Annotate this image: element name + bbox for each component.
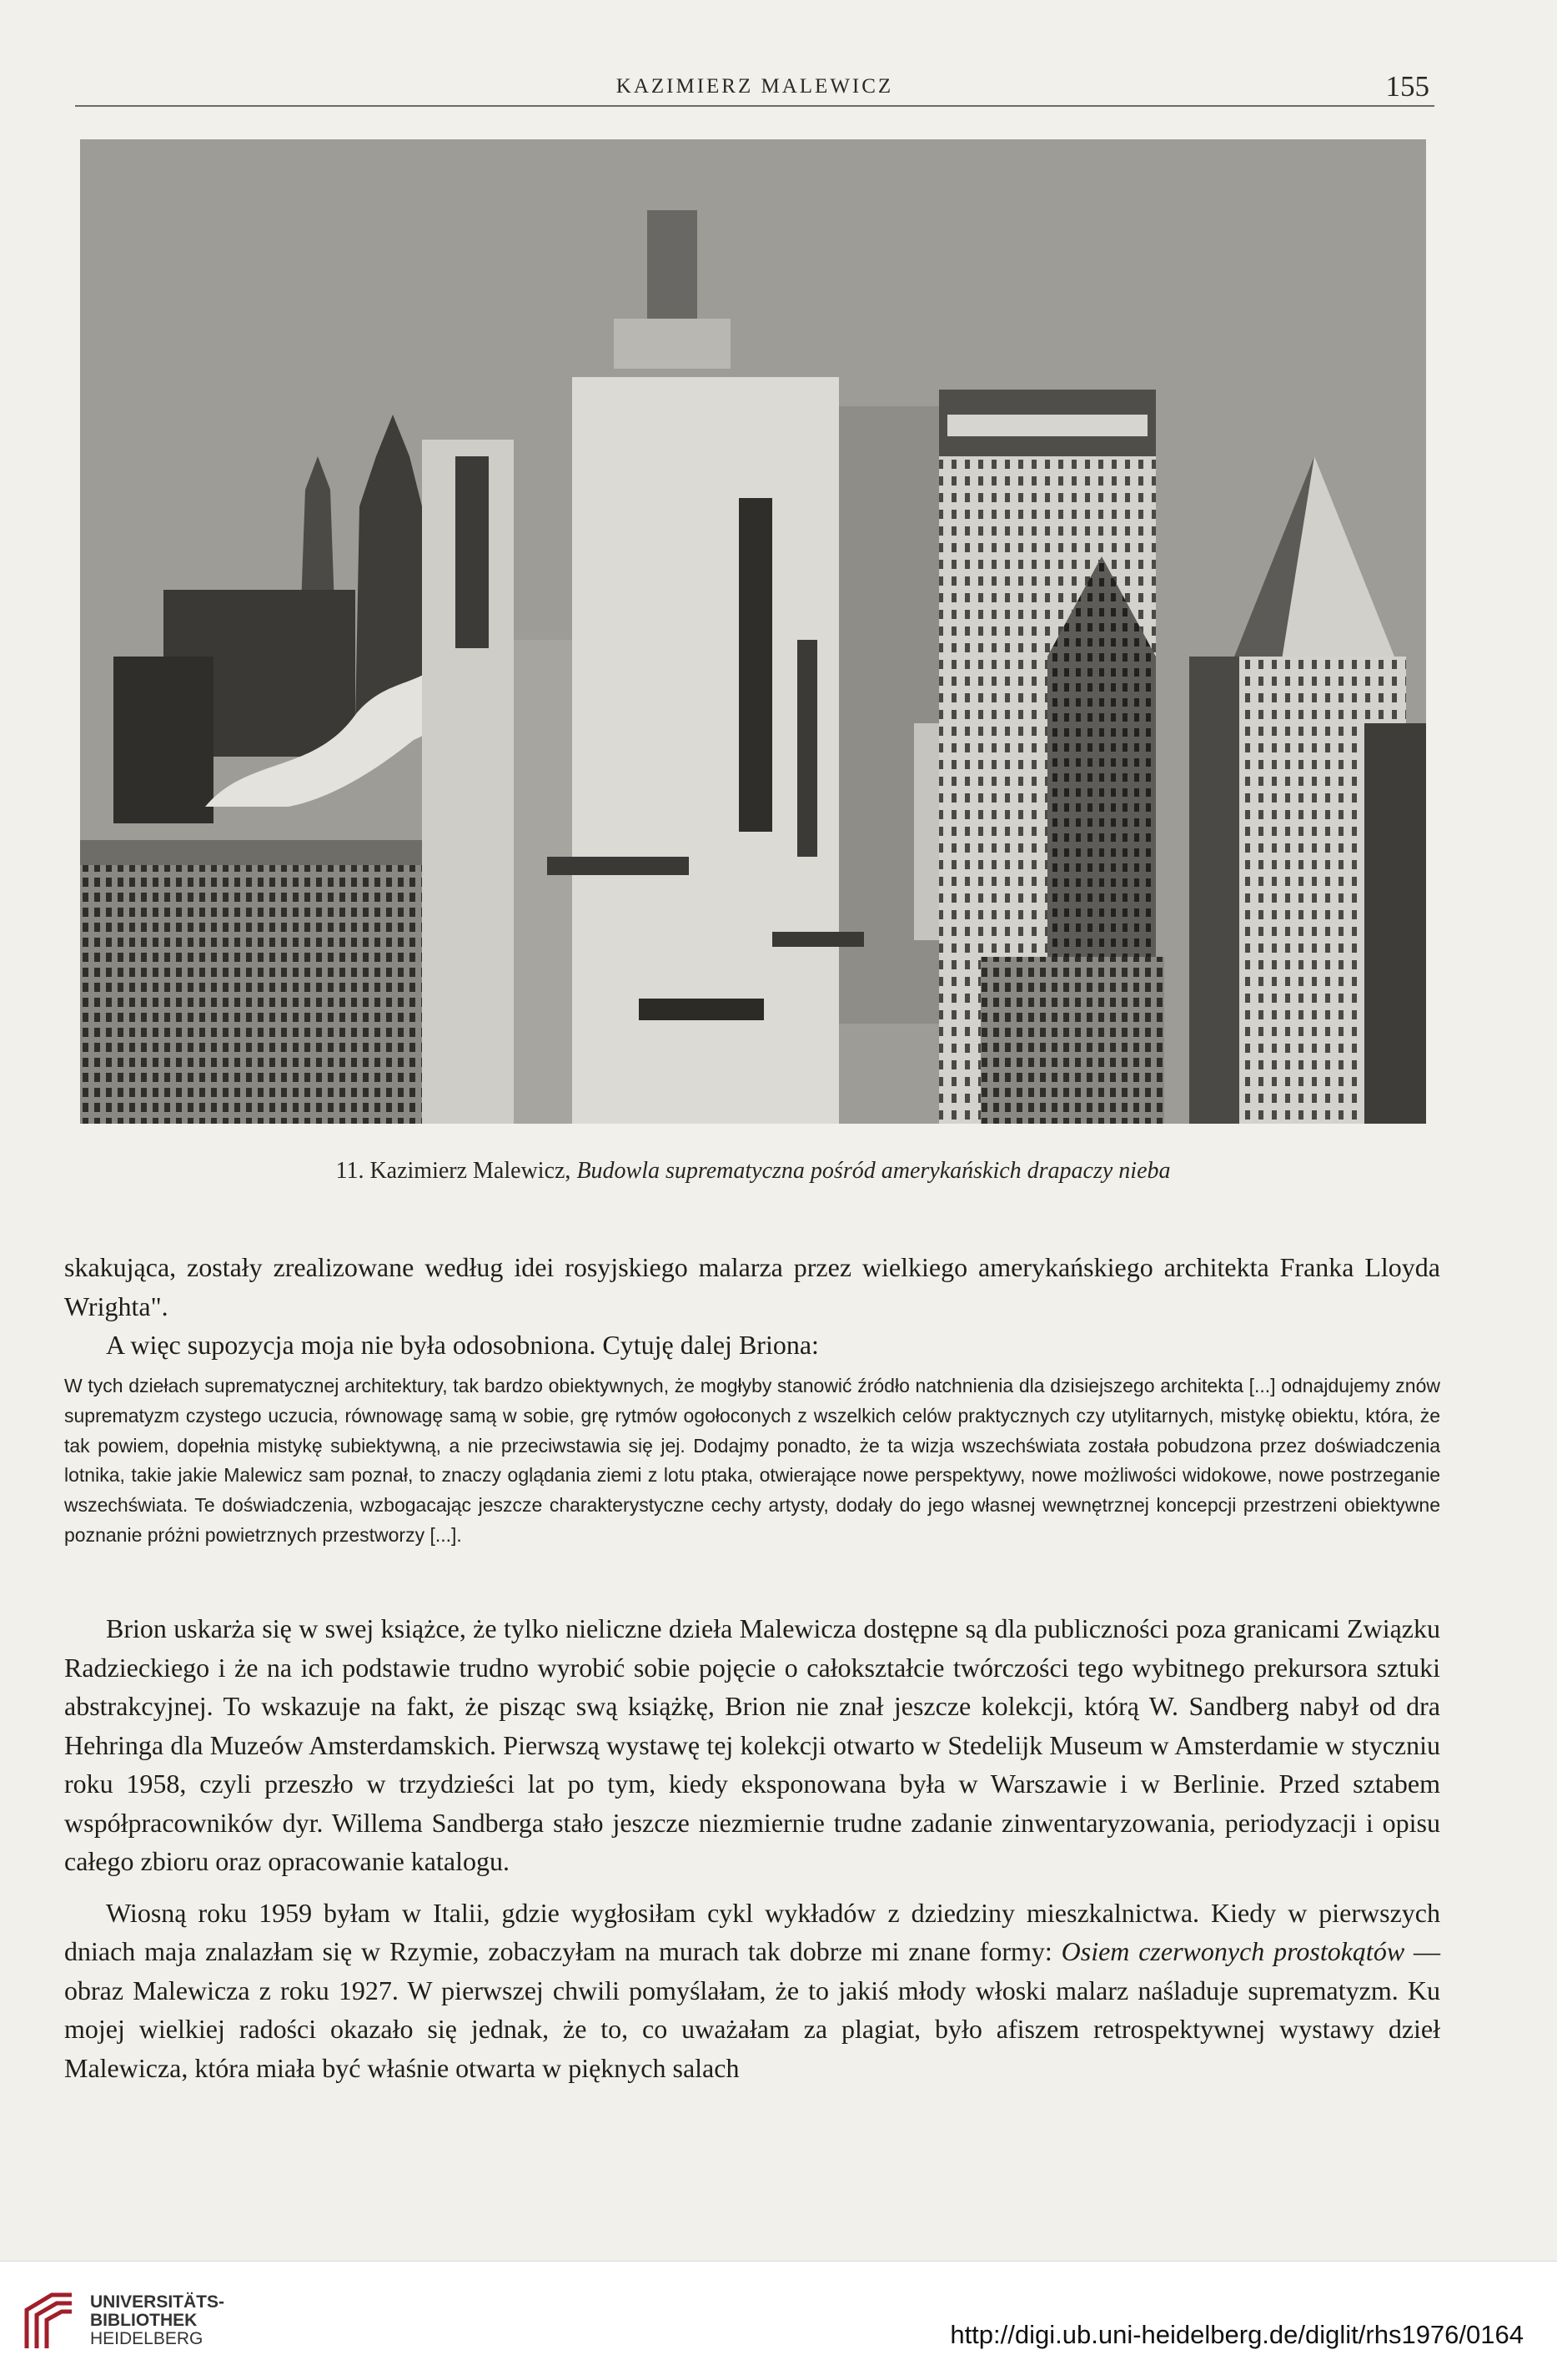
library-logo-icon (18, 2290, 78, 2353)
library-name (90, 2293, 224, 2348)
figure-photo-montage (80, 139, 1426, 1124)
paragraph-4 (64, 1894, 1440, 2088)
paragraph-4-part-a: Wiosną roku 1959 byłam w Italii, gdzie wygłosiłam cykl wykładów z dziedziny mieszkalnictwa. Kiedy w pierwszych dniach maja znalazłam się w Rzymie, zobaczyłam na murach tak dobrze mi znane formy: (64, 1897, 1440, 1966)
block-quote (64, 1371, 1440, 1551)
painting-title: Osiem czerwonych prostokątów (1061, 1936, 1405, 1966)
figure-caption (80, 1158, 1426, 1185)
library-name-line-2: BIBLIOTHEK (90, 2311, 198, 2330)
source-url-link[interactable]: http://digi.ub.uni-heidelberg.de/diglit/rhs1976/0164 (950, 2320, 1524, 2349)
paragraph-4-part-b: — obraz Malewicza z roku 1927. W pierwszej chwili pomyślałam, że to jakiś młody włoski malarz naśladuje suprematyzm. Ku mojej wielkiej radości okazało się jednak, że to, co uważałam za plagiat, było afiszem retrospektywnej wystawy dzieł Malewicza, która miała być właśnie otwarta w pięknych salach (64, 1936, 1441, 2083)
skyscraper-photomontage (80, 139, 1426, 1124)
body-text-top (64, 1248, 1440, 1365)
running-head-author: KAZIMIERZ MALEWICZ (615, 75, 894, 98)
page-number: 155 (1385, 70, 1429, 103)
paragraph-2: A więc supozycja moja nie była odosobniona. Cytuję dalej Briona: (106, 1330, 819, 1360)
digitization-footer (0, 2261, 1557, 2380)
caption-number: 11. Kazimierz Malewicz, (335, 1158, 571, 1184)
body-text-bottom (64, 1609, 1440, 2087)
paragraph-3: Brion uskarża się w swej książce, że tylko nieliczne dzieła Malewicza dostępne są dla publiczności poza granicami Związku Radzieckiego i że na ich podstawie trudno wyrobić sobie pojęcie o całokształcie twórczości tego wybitnego prekursora sztuki abstrakcyjnej. To wskazuje na fakt, że pisząc swą książkę, Brion nie znał jeszcze kolekcji, którą W. Sandberg nabył od dra Hehringa dla Muzeów Amsterdamskich. Pierwszą wystawę tej kolekcji otwarto w Stedelijk Museum w Amsterdamie w styczniu roku 1958, czyli przeszło w trzydzieści lat po tym, kiedy eksponowana była w Warszawie i w Berlinie. Przed sztabem współpracowników dyr. Willema Sandberga stało jeszcze niezmiernie trudne zadanie zinwentaryzowania, periodyzacji i opisu całego zbioru oraz opracowanie katalogu. (64, 1613, 1440, 1876)
paragraph-1: skakująca, zostały zrealizowane według idei rosyjskiego malarza przez wielkiego amerykańskiego architekta Franka Lloyda Wrighta". (64, 1252, 1440, 1321)
library-name-line-3: HEIDELBERG (90, 2329, 203, 2348)
quote-text: W tych dziełach suprematycznej architektury, tak bardzo obiektywnych, że mogłyby stanowić źródło natchnienia dla dzisiejszego architekta [...] odnajdujemy znów suprematyzm czystego uczucia, równowagę samą w sobie, grę rytmów ogołoconych z wszelkich celów praktycznych czy utylitarnych, mistykę obiektu, która, że tak powiem, dopełnia mistykę subiektywną, a nie przeciwstawia się jej. Dodajmy ponadto, że ta wizja wszechświata została pobudzona przez doświadczenia lotnika, takie jakie Malewicz sam poznał, to znaczy oglądania ziemi z lotu ptaka, otwierające nowe perspektywy, nowe możliwości widokowe, nowe postrzeganie wszechświata. Te doświadczenia, wzbogacając jeszcze charakterystyczne cechy artysty, dodały do jego własnej wewnętrznej koncepcji przestrzeni obiektywne poznanie próżni powietrznych przestworzy [...]. (64, 1375, 1440, 1546)
caption-title: Budowla suprematyczna pośród amerykańskich drapaczy nieba (576, 1158, 1171, 1184)
running-head (75, 72, 1434, 107)
library-name-line-1: UNIVERSITÄTS- (90, 2292, 225, 2312)
